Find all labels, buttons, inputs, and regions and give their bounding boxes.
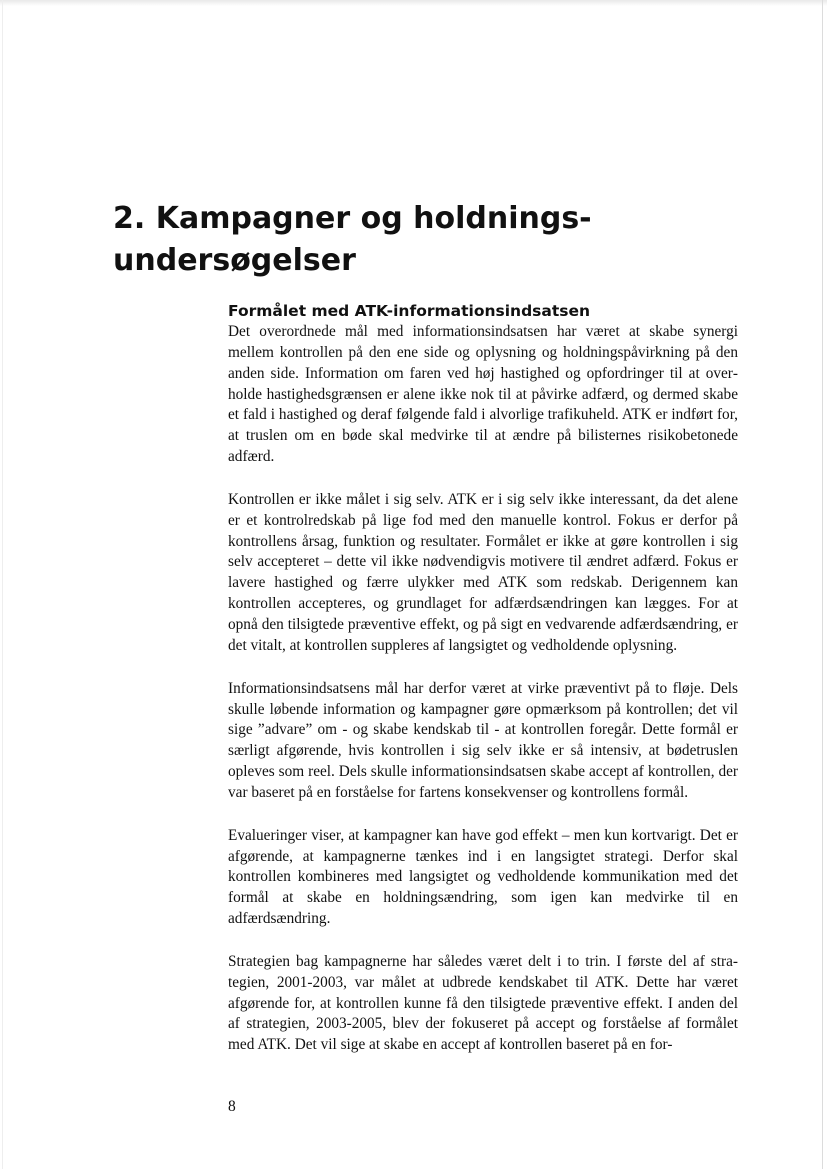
section-body bbox=[228, 300, 738, 1078]
section-heading: Formålet med ATK-informationsindsatsen bbox=[228, 302, 591, 320]
scan-edge-right bbox=[822, 0, 823, 1169]
chapter-title bbox=[113, 198, 613, 282]
paragraph-5: Strategien bag kampagnerne har således været delt i to trin. I første del af strategien, 2001-2003, var målet at udbrede kendskabet til ATK. Dette har været afgørende for, at kontrollen kunne få den tilsigtede præventive effekt. I anden del af strategien, 2003-2005, blev der fokuseret på accept og forståelse af formålet med ATK. Det vil sige at skabe en accept af kontrollen baseret på en for- bbox=[228, 952, 738, 1054]
page-number: 8 bbox=[228, 1098, 236, 1115]
paragraph-4: Evalueringer viser, at kampagner kan have god effekt – men kun kortvarigt. Det er afgørende, at kampagnerne tænkes ind i en langsigtet strategi. Derfor skal kontrollen kombineres med langsigtet og vedholdende kommunikation med det formål at skabe en holdningsændring, som igen kan medvirke til en adfærdsændring. bbox=[228, 826, 738, 928]
chapter-title-line-1: 2. Kampagner og holdnings- bbox=[113, 201, 592, 236]
paragraph-2: Kontrollen er ikke målet i sig selv. ATK er i sig selv ikke interessant, da det alene er et kontrolredskab på lige fod med den manuelle kontrol. Fokus er derfor på kontrollens årsag, funktion og resultater. Formålet er ikke at gøre kontrollen i sig selv accepteret – dette vil ikke nødvendigvis motivere til ændret adfærd. Fokus er lavere hastighed og færre ulykker med ATK som redskab. Derigennem kan kontrollen accepteres, og grundlaget for adfærdsændringen kan lægges. For at opnå den tilsigtede præventive effekt, og på sigt en vedvarende adfærdsændring, er det vitalt, at kontrollen suppleres af langsigtet og vedholdende oplysning. bbox=[228, 490, 738, 654]
scan-edge-left bbox=[2, 0, 3, 1169]
scan-edge-top bbox=[0, 0, 827, 6]
paragraph-1: Det overordnede mål med informationsindsatsen har været at skabe synergi mellem kontrollen på den ene side og oplysning og holdningspåvirkning på den anden side. Information om faren ved høj hastighed og opfordringer til at overholde hastighedsgrænsen er alene ikke nok til at påvirke adfærd, og dermed skabe et fald i hastighed og deraf følgende fald i alvorlige trafikuheld. ATK er indført for, at truslen om en bøde skal medvirke til at ændre på bilisternes risikobetonede adfærd. bbox=[228, 323, 738, 466]
chapter-title-line-2: undersøgelser bbox=[113, 243, 356, 278]
paragraph-3: Informationsindsatsens mål har derfor været at virke præventivt på to fløje. Dels skulle løbende information og kampagner gøre opmærksom på kontrollen; det vil sige ”advare” om - og skabe kendskab til - at kontrollen foregår. Dette formål er særligt afgørende, hvis kontrollen i sig selv ikke er så intensiv, at bødetruslen opleves som reel. Dels skulle informationsindsatsen skabe accept af kontrollen, der var baseret på en forståelse for fartens konsekvenser og kontrollens formål. bbox=[228, 679, 738, 801]
